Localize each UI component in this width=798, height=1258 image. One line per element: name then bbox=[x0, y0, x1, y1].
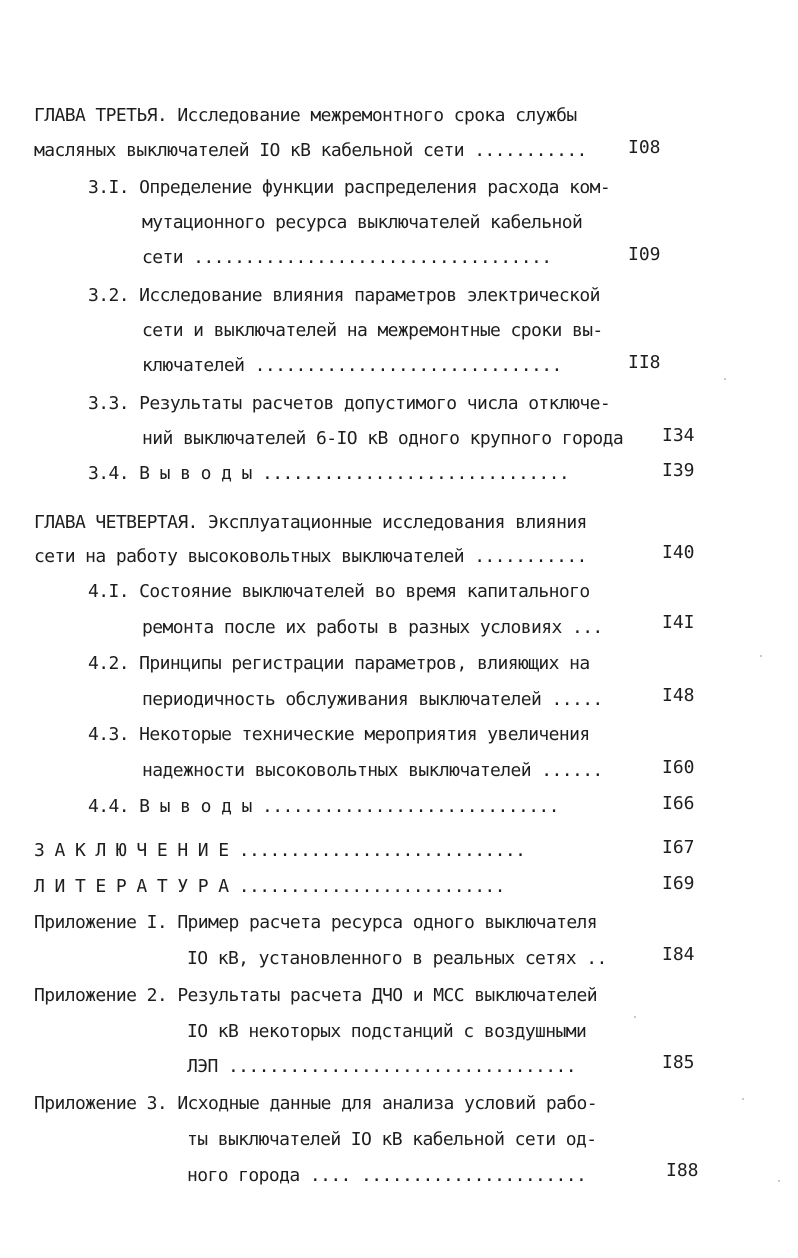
toc-appendix-1-cont: IO кВ, установленного в реальных сетях .. bbox=[187, 948, 607, 969]
toc-section-3-2-cont2: ключателей .............................. bbox=[142, 355, 562, 376]
toc-section-3-2-page: II8 bbox=[628, 352, 661, 373]
toc-appendix-2-cont2: ЛЭП .................................. bbox=[187, 1056, 577, 1077]
toc-appendix-1-page: I84 bbox=[662, 944, 695, 965]
toc-section-4-1-cont: ремонта после их работы в разных условиях ... bbox=[142, 617, 603, 638]
toc-chapter3-page: I08 bbox=[628, 137, 661, 158]
toc-section-4-4-page: I66 bbox=[662, 793, 695, 814]
toc-section-4-2: 4.2. Принципы регистрации параметров, влияющих на bbox=[88, 653, 590, 674]
toc-appendix-2-cont: IO кВ некоторых подстанций с воздушными bbox=[187, 1021, 587, 1042]
toc-section-3-3: 3.3. Результаты расчетов допустимого числа отключе- bbox=[88, 393, 611, 414]
scan-speck bbox=[724, 378, 726, 380]
toc-section-4-3: 4.3. Некоторые технические мероприятия увеличения bbox=[88, 724, 590, 745]
toc-section-4-3-cont: надежности высоковольтных выключателей ...... bbox=[142, 760, 603, 781]
scan-speck bbox=[760, 655, 762, 657]
toc-conclusion: З А К Л Ю Ч Е Н И Е ............................ bbox=[34, 840, 526, 861]
toc-appendix-3-cont: ты выключателей IO кВ кабельной сети од- bbox=[187, 1129, 597, 1150]
toc-section-3-3-page: I34 bbox=[662, 425, 695, 446]
toc-section-4-2-cont: периодичность обслуживания выключателей ..... bbox=[142, 689, 603, 710]
toc-literature: Л И Т Е Р А Т У Р А .......................... bbox=[34, 876, 505, 897]
toc-appendix-1: Приложение I. Пример расчета ресурса одного выключателя bbox=[34, 912, 598, 933]
toc-section-3-1-page: I09 bbox=[628, 244, 661, 265]
scan-speck bbox=[634, 1016, 636, 1018]
toc-chapter3-title: ГЛАВА ТРЕТЬЯ. Исследование межремонтного срока службы bbox=[34, 105, 577, 126]
toc-conclusion-page: I67 bbox=[662, 837, 695, 858]
toc-chapter4-title: ГЛАВА ЧЕТВЕРТАЯ. Эксплуатационные исследования влияния bbox=[34, 512, 587, 533]
toc-section-4-3-page: I60 bbox=[662, 757, 695, 778]
toc-appendix-2-page: I85 bbox=[662, 1052, 695, 1073]
toc-section-3-2: 3.2. Исследование влияния параметров электрической bbox=[88, 285, 600, 306]
toc-chapter4-page: I40 bbox=[662, 542, 695, 563]
toc-section-4-1: 4.I. Состояние выключателей во время капитального bbox=[88, 581, 590, 602]
toc-section-3-1-cont2: сети ................................... bbox=[142, 247, 552, 268]
toc-section-4-4: 4.4. В ы в о д ы ............................. bbox=[88, 796, 559, 817]
scan-speck bbox=[742, 1098, 744, 1100]
toc-appendix-3-page: I88 bbox=[666, 1160, 699, 1181]
toc-section-3-1-cont: мутационного ресурса выключателей кабельной bbox=[142, 212, 583, 233]
toc-section-3-4-page: I39 bbox=[662, 460, 695, 481]
toc-chapter3-title-cont: масляных выключателей IO кВ кабельной сети ........... bbox=[34, 140, 587, 161]
toc-appendix-3: Приложение 3. Исходные данные для анализа условий рабо- bbox=[34, 1093, 598, 1114]
toc-appendix-3-cont2: ного города .... ...................... bbox=[187, 1165, 587, 1186]
toc-appendix-2: Приложение 2. Результаты расчета ДЧО и МСС выключателей bbox=[34, 985, 598, 1006]
toc-chapter4-title-cont: сети на работу высоковольтных выключателей ........... bbox=[34, 546, 587, 567]
toc-section-3-3-cont: ний выключателей 6-IO кВ одного крупного города bbox=[142, 428, 624, 449]
toc-section-3-4: 3.4. В ы в о д ы .............................. bbox=[88, 463, 570, 484]
scan-speck bbox=[778, 1180, 780, 1182]
toc-literature-page: I69 bbox=[662, 873, 695, 894]
toc-section-4-1-page: I4I bbox=[662, 612, 695, 633]
toc-section-3-1: 3.I. Определение функции распределения расхода ком- bbox=[88, 177, 611, 198]
toc-section-4-2-page: I48 bbox=[662, 685, 695, 706]
toc-section-3-2-cont: сети и выключателей на межремонтные сроки вы- bbox=[142, 320, 603, 341]
